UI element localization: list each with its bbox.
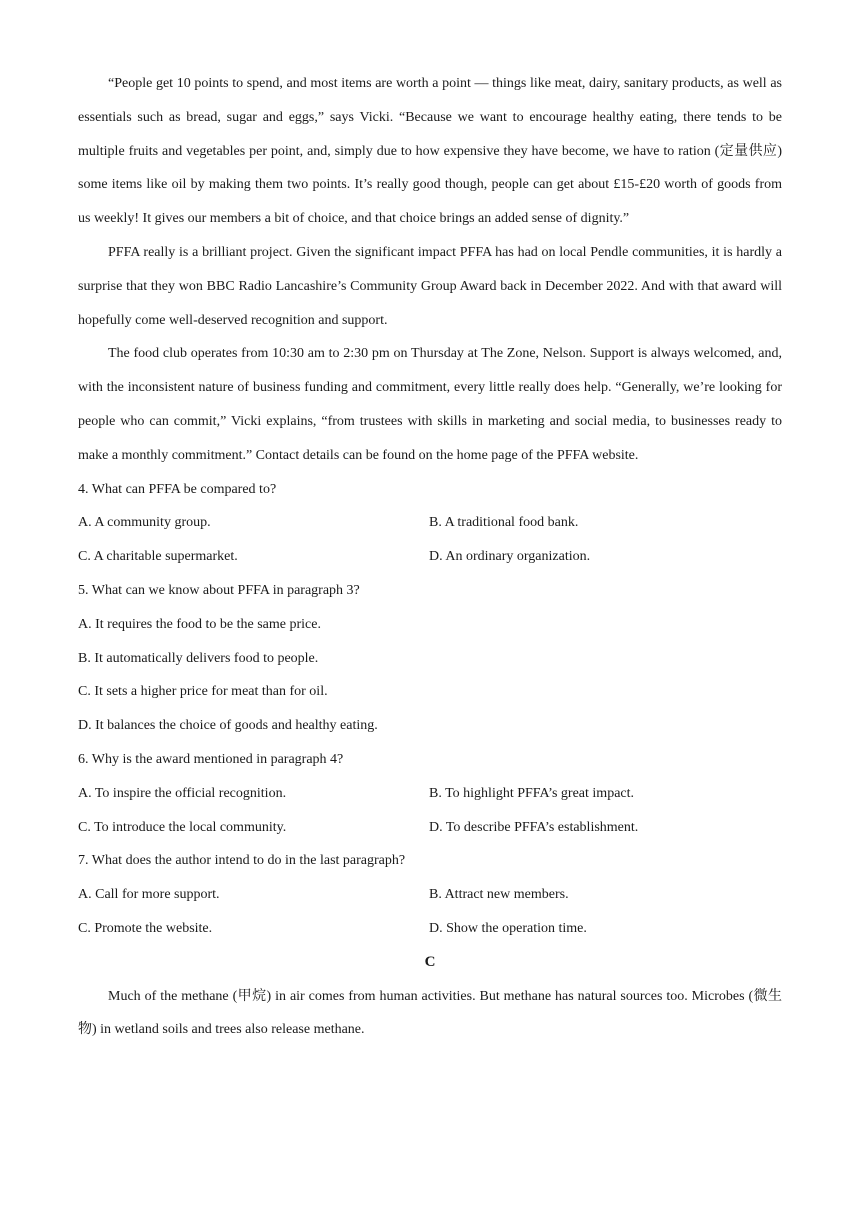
option-b[interactable]: B. It automatically delivers food to people.	[78, 650, 319, 666]
option-d[interactable]: D. To describe PFFA’s establishment.	[429, 819, 639, 835]
question-7	[78, 844, 782, 945]
section-heading: C	[424, 953, 436, 970]
option-c[interactable]: C. Promote the website.	[78, 920, 213, 936]
option-c[interactable]: C. To introduce the local community.	[78, 819, 287, 835]
paragraph-methane: Much of the methane (甲烷) in air comes from human activities. But methane has natural sources too. Microbes (微生物) in wetland soils and trees also release methane.	[78, 988, 782, 1038]
option-a[interactable]: A. To inspire the official recognition.	[78, 785, 287, 801]
option-d[interactable]: D. It balances the choice of goods and healthy eating.	[78, 718, 378, 734]
option-b[interactable]: B. A traditional food bank.	[429, 515, 579, 531]
question-6	[78, 743, 782, 844]
question-4	[78, 473, 782, 574]
options-row	[78, 506, 782, 540]
option-d[interactable]: D. Show the operation time.	[429, 920, 587, 936]
question-text: 4. What can PFFA be compared to?	[78, 481, 277, 497]
question-text: 6. Why is the award mentioned in paragraph 4?	[78, 751, 344, 767]
options-row	[78, 777, 782, 811]
option-a[interactable]: A. Call for more support.	[78, 887, 220, 903]
paragraph-award: PFFA really is a brilliant project. Given the significant impact PFFA has had on local Pendle communities, it is hardly a surprise that they won BBC Radio Lancashire’s Community Group Award back in December 2022. And with that award will hopefully come well-deserved recognition and support.	[78, 244, 782, 328]
option-b[interactable]: B. Attract new members.	[429, 887, 569, 903]
question-5	[78, 574, 782, 743]
options-row	[78, 912, 782, 946]
option-a[interactable]: A. It requires the food to be the same price.	[78, 616, 321, 632]
options-row	[78, 811, 782, 845]
option-b[interactable]: B. To highlight PFFA’s great impact.	[429, 785, 635, 801]
question-text: 5. What can we know about PFFA in paragraph 3?	[78, 582, 360, 598]
option-c[interactable]: C. A charitable supermarket.	[78, 549, 238, 565]
option-c[interactable]: C. It sets a higher price for meat than for oil.	[78, 684, 328, 700]
question-text: 7. What does the author intend to do in the last paragraph?	[78, 853, 406, 869]
options-row	[78, 878, 782, 912]
option-a[interactable]: A. A community group.	[78, 515, 211, 531]
paragraph-operation: The food club operates from 10:30 am to 2:30 pm on Thursday at The Zone, Nelson. Support is always welcomed, and, with the inconsistent nature of business funding and commitment, every little really does help. “Generally, we’re looking for people who can commit,” Vicki explains, “from trustees with skills in marketing and social media, to businesses ready to make a monthly commitment.” Contact details can be found on the home page of the PFFA website.	[78, 346, 782, 463]
options-row	[78, 540, 782, 574]
option-d[interactable]: D. An ordinary organization.	[429, 549, 591, 565]
paragraph-vicki-quote: “People get 10 points to spend, and most items are worth a point — things like meat, dairy, sanitary products, as well as essentials such as bread, sugar and eggs,” says Vicki. “Because we want to encourage healthy eating, there tends to be multiple fruits and vegetables per point, and, simply due to how expensive they have become, we have to ration (定量供应) some items like oil by making them two points. It’s really good though, people can get about £15-£20 worth of goods from us weekly! It gives our members a bit of choice, and that choice brings an added sense of dignity.”	[78, 76, 782, 227]
document-page	[78, 67, 782, 1047]
